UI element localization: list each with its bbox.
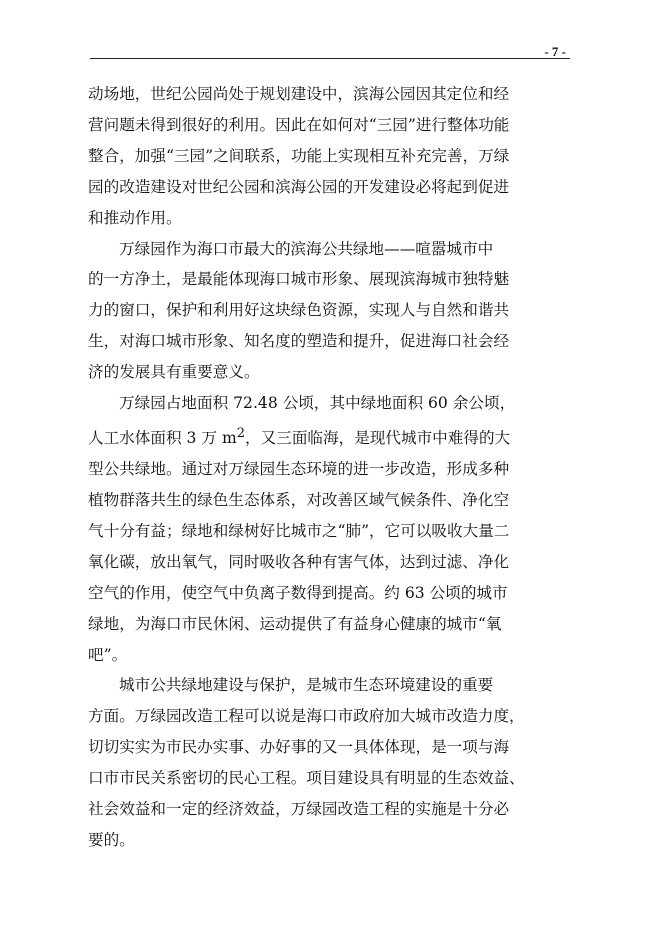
text-line: 城市公共绿地建设与保护，是城市生态环境建设的重要 [119, 676, 494, 695]
text-line: 方面。万绿园改造工程可以说是海口市政府加大城市改造力度， [88, 707, 525, 726]
text-line: 口市市民关系密切的民心工程。项目建设具有明显的生态效益、 [88, 769, 525, 788]
body-text [88, 79, 574, 856]
text-line: 切切实实为市民办实事、办好事的又一具体体现，是一项与海 [88, 738, 510, 757]
superscript: 2 [236, 425, 246, 441]
text-line: 万绿园作为海口市最大的滨海公共绿地——喧嚣城市中 [119, 239, 494, 258]
text-line: 型公共绿地。通过对万绿园生态环境的进一步改造，形成多种 [88, 460, 510, 479]
text-line: 生，对海口城市形象、知名度的塑造和提升，促进海口社会经 [88, 332, 510, 351]
text-line: 空气的作用，使空气中负离子数得到提高。约 63 公顷的城市 [88, 583, 508, 602]
text-line: 动场地，世纪公园尚处于规划建设中，滨海公园因其定位和经 [88, 85, 510, 103]
text-line: 整合，加强“三园”之间联系，功能上实现相互补充完善，万绿 [88, 146, 510, 165]
text-line: 植物群落共生的绿色生态体系，对改善区域气候条件、净化空 [88, 490, 510, 509]
text-line: 力的窗口，保护和利用好这块绿色资源，实现人与自然和谐共 [88, 301, 510, 320]
text-line: 万绿园占地面积 72.48 公顷，其中绿地面积 60 余公顷， [119, 394, 516, 413]
text-line: 氧化碳，放出氧气，同时吸收各种有害气体，达到过滤、净化 [88, 552, 510, 571]
text-line: 营问题未得到很好的利用。因此在如何对“三园”进行整体功能 [88, 115, 510, 134]
text-line: 人工水体面积 3 万 m [88, 429, 237, 448]
text-line: 气十分有益；绿地和绿树好比城市之“肺”，它可以吸收大量二 [88, 521, 510, 540]
paragraph-1 [88, 79, 574, 234]
page-number: - 7 - [544, 44, 566, 59]
text-line: 吧”。 [88, 645, 128, 664]
text-line: 绿地，为海口市民休闲、运动提供了有益身心健康的城市“氧 [88, 614, 502, 633]
text-line: 社会效益和一定的经济效益，万绿园改造工程的实施是十分必 [88, 800, 510, 819]
paragraph-2 [88, 234, 574, 389]
text-line: 和推动作用。 [88, 208, 182, 227]
text-line: ，又三面临海，是现代城市中难得的大 [245, 429, 511, 448]
text-line: 的一方净土，是最能体现海口城市形象、展现滨海城市独特魅 [88, 270, 510, 289]
text-line: 要的。 [88, 830, 135, 849]
text-line: 济的发展具有重要意义。 [88, 363, 260, 382]
text-line: 园的改造建设对世纪公园和滨海公园的开发建设必将起到促进 [88, 177, 510, 196]
header-rule [90, 58, 570, 59]
paragraph-4 [88, 670, 574, 855]
paragraph-3 [88, 388, 574, 670]
